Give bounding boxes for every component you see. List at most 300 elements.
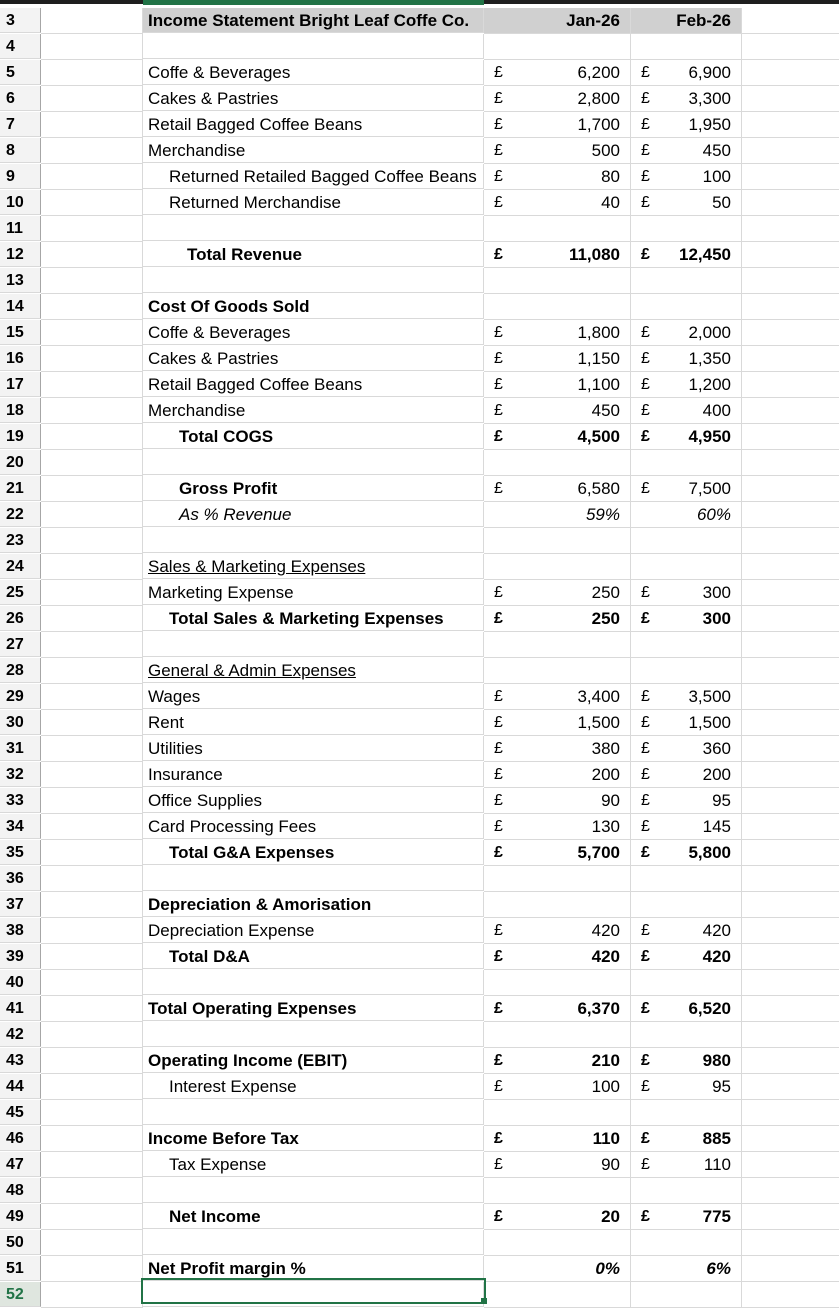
cell-feb-26[interactable] (631, 450, 742, 476)
cell-jan-26[interactable] (484, 1256, 631, 1282)
cell-e[interactable] (742, 1204, 839, 1230)
cell-label[interactable] (143, 944, 484, 969)
row-header[interactable]: 29 (0, 684, 41, 709)
cell-a[interactable] (41, 320, 143, 346)
cell-feb-26[interactable] (631, 60, 742, 86)
row-header[interactable]: 51 (0, 1256, 41, 1281)
cell-jan-26[interactable] (484, 1178, 631, 1204)
cell-jan-26[interactable] (484, 1230, 631, 1256)
cell-a[interactable] (41, 1256, 143, 1282)
row-header[interactable]: 17 (0, 372, 41, 397)
cell-a[interactable] (41, 684, 143, 710)
cell-e[interactable] (742, 320, 839, 346)
cell-e[interactable] (742, 502, 839, 528)
cell-e[interactable] (742, 398, 839, 424)
cell-label[interactable] (143, 580, 484, 605)
cell-feb-26[interactable] (631, 268, 742, 294)
cell-feb-26[interactable] (631, 1256, 742, 1282)
cell-e[interactable] (742, 1022, 839, 1048)
cell-feb-26[interactable] (631, 580, 742, 606)
row-header[interactable]: 28 (0, 658, 41, 683)
cell-jan-26[interactable] (484, 60, 631, 86)
cell-a[interactable] (41, 1074, 143, 1100)
cell-jan-26[interactable] (484, 1204, 631, 1230)
cell-feb-26[interactable] (631, 606, 742, 632)
row-header[interactable]: 52 (0, 1282, 41, 1307)
cell-feb-26[interactable] (631, 710, 742, 736)
cell-e[interactable] (742, 528, 839, 554)
cell-feb-26[interactable] (631, 554, 742, 580)
cell-label[interactable] (143, 658, 484, 683)
cell-jan-26[interactable] (484, 944, 631, 970)
cell-label[interactable] (143, 918, 484, 943)
cell-a[interactable] (41, 970, 143, 996)
cell-feb-26[interactable] (631, 86, 742, 112)
cell-e[interactable] (742, 1282, 839, 1308)
cell-feb-26[interactable] (631, 112, 742, 138)
cell-feb-26[interactable] (631, 1282, 742, 1308)
cell-jan-26[interactable] (484, 580, 631, 606)
cell-e[interactable] (742, 190, 839, 216)
cell-a[interactable] (41, 190, 143, 216)
cell-jan-26[interactable] (484, 424, 631, 450)
cell-a[interactable] (41, 216, 143, 242)
cell-jan-26[interactable] (484, 34, 631, 60)
cell-e[interactable] (742, 424, 839, 450)
cell-feb-26[interactable] (631, 944, 742, 970)
cell-a[interactable] (41, 1282, 143, 1308)
cell-jan-26[interactable] (484, 1282, 631, 1308)
row-header[interactable]: 27 (0, 632, 41, 657)
cell-a[interactable] (41, 1100, 143, 1126)
cell-jan-26[interactable] (484, 138, 631, 164)
cell-jan-26[interactable] (484, 164, 631, 190)
row-header[interactable]: 50 (0, 1230, 41, 1255)
row-header[interactable]: 18 (0, 398, 41, 423)
row-header[interactable]: 36 (0, 866, 41, 891)
cell-a[interactable] (41, 918, 143, 944)
cell-feb-26[interactable] (631, 1022, 742, 1048)
cell-e[interactable] (742, 164, 839, 190)
cell-feb-26[interactable] (631, 216, 742, 242)
cell-label[interactable] (143, 684, 484, 709)
cell-feb-26[interactable] (631, 762, 742, 788)
cell-jan-26[interactable] (484, 1126, 631, 1152)
cell-jan-26[interactable] (484, 710, 631, 736)
cell-e[interactable] (742, 788, 839, 814)
row-header[interactable]: 3 (0, 8, 41, 33)
cell-label[interactable] (143, 60, 484, 85)
cell-jan-26[interactable] (484, 242, 631, 268)
row-header[interactable]: 38 (0, 918, 41, 943)
cell-feb-26[interactable] (631, 138, 742, 164)
cell-label[interactable] (143, 216, 484, 241)
cell-e[interactable] (742, 1126, 839, 1152)
cell-a[interactable] (41, 372, 143, 398)
cell-jan-26[interactable] (484, 840, 631, 866)
cell-jan-26[interactable] (484, 216, 631, 242)
cell-e[interactable] (742, 372, 839, 398)
fill-handle[interactable] (481, 1298, 487, 1304)
cell-a[interactable] (41, 606, 143, 632)
row-header[interactable]: 10 (0, 190, 41, 215)
cell-e[interactable] (742, 710, 839, 736)
cell-feb-26[interactable] (631, 242, 742, 268)
cell-label[interactable] (143, 164, 484, 189)
cell-jan-26[interactable] (484, 1152, 631, 1178)
row-header[interactable]: 26 (0, 606, 41, 631)
cell-label[interactable] (143, 450, 484, 475)
cell-label[interactable] (143, 762, 484, 787)
row-header[interactable]: 11 (0, 216, 41, 241)
row-header[interactable]: 19 (0, 424, 41, 449)
cell-a[interactable] (41, 1230, 143, 1256)
cell-label[interactable] (143, 1178, 484, 1203)
cell-label[interactable] (143, 1204, 484, 1229)
row-header[interactable]: 47 (0, 1152, 41, 1177)
row-header[interactable]: 31 (0, 736, 41, 761)
cell-e[interactable] (742, 892, 839, 918)
cell-feb-26[interactable] (631, 164, 742, 190)
cell-label[interactable] (143, 554, 484, 579)
cell-feb-26[interactable] (631, 788, 742, 814)
cell-a[interactable] (41, 398, 143, 424)
cell-a[interactable] (41, 788, 143, 814)
cell-a[interactable] (41, 1048, 143, 1074)
cell-a[interactable] (41, 658, 143, 684)
active-cell-selection[interactable] (141, 1278, 486, 1304)
cell-feb-26[interactable] (631, 684, 742, 710)
cell-jan-26[interactable] (484, 346, 631, 372)
cell-feb-26[interactable] (631, 970, 742, 996)
cell-e[interactable] (742, 1074, 839, 1100)
cell-jan-26[interactable] (484, 632, 631, 658)
row-header[interactable]: 30 (0, 710, 41, 735)
cell-label[interactable] (143, 606, 484, 631)
cell-jan-26[interactable] (484, 398, 631, 424)
cell-label[interactable] (143, 346, 484, 371)
cell-label[interactable] (143, 736, 484, 761)
cell-feb-26[interactable] (631, 294, 742, 320)
cell-a[interactable] (41, 840, 143, 866)
cell-label[interactable] (143, 34, 484, 59)
cell-jan-26[interactable] (484, 294, 631, 320)
cell-a[interactable] (41, 996, 143, 1022)
cell-label[interactable] (143, 1152, 484, 1177)
row-header[interactable]: 24 (0, 554, 41, 579)
cell-label[interactable] (143, 528, 484, 553)
cell-e[interactable] (742, 86, 839, 112)
row-header[interactable]: 32 (0, 762, 41, 787)
row-header[interactable]: 20 (0, 450, 41, 475)
cell-a[interactable] (41, 632, 143, 658)
cell-label[interactable] (143, 268, 484, 293)
row-header[interactable]: 49 (0, 1204, 41, 1229)
cell-e[interactable] (742, 840, 839, 866)
row-header[interactable]: 21 (0, 476, 41, 501)
cell-label[interactable] (143, 1230, 484, 1255)
cell-e[interactable] (742, 216, 839, 242)
row-header[interactable]: 16 (0, 346, 41, 371)
cell-jan-26[interactable] (484, 528, 631, 554)
cell-jan-26[interactable] (484, 1074, 631, 1100)
cell-jan-26[interactable] (484, 372, 631, 398)
cell-a[interactable] (41, 346, 143, 372)
cell-feb-26[interactable] (631, 814, 742, 840)
row-header[interactable]: 14 (0, 294, 41, 319)
cell-e[interactable] (742, 814, 839, 840)
cell-feb-26[interactable] (631, 658, 742, 684)
cell-e[interactable] (742, 1256, 839, 1282)
row-header[interactable]: 5 (0, 60, 41, 85)
cell-feb-26[interactable] (631, 528, 742, 554)
row-header[interactable]: 42 (0, 1022, 41, 1047)
cell-jan-26[interactable] (484, 502, 631, 528)
cell-e[interactable] (742, 450, 839, 476)
row-header[interactable]: 43 (0, 1048, 41, 1073)
cell-e[interactable] (742, 34, 839, 60)
cell-jan-26[interactable] (484, 1100, 631, 1126)
cell-jan-26[interactable] (484, 8, 631, 34)
cell-a[interactable] (41, 1022, 143, 1048)
row-header[interactable]: 15 (0, 320, 41, 345)
cell-label[interactable] (143, 632, 484, 657)
row-header[interactable]: 37 (0, 892, 41, 917)
row-header[interactable]: 44 (0, 1074, 41, 1099)
row-header[interactable]: 12 (0, 242, 41, 267)
cell-a[interactable] (41, 736, 143, 762)
cell-feb-26[interactable] (631, 1126, 742, 1152)
cell-e[interactable] (742, 112, 839, 138)
cell-jan-26[interactable] (484, 1048, 631, 1074)
cell-label[interactable] (143, 892, 484, 917)
cell-feb-26[interactable] (631, 736, 742, 762)
cell-label[interactable] (143, 1100, 484, 1125)
cell-e[interactable] (742, 970, 839, 996)
cell-e[interactable] (742, 996, 839, 1022)
cell-a[interactable] (41, 814, 143, 840)
cell-a[interactable] (41, 112, 143, 138)
cell-feb-26[interactable] (631, 1178, 742, 1204)
cell-feb-26[interactable] (631, 918, 742, 944)
cell-feb-26[interactable] (631, 398, 742, 424)
cell-label[interactable] (143, 476, 484, 501)
cell-a[interactable] (41, 424, 143, 450)
cell-e[interactable] (742, 476, 839, 502)
cell-feb-26[interactable] (631, 996, 742, 1022)
cell-a[interactable] (41, 944, 143, 970)
cell-jan-26[interactable] (484, 606, 631, 632)
cell-jan-26[interactable] (484, 1022, 631, 1048)
cell-a[interactable] (41, 1204, 143, 1230)
cell-a[interactable] (41, 60, 143, 86)
cell-a[interactable] (41, 1178, 143, 1204)
cell-jan-26[interactable] (484, 658, 631, 684)
cell-feb-26[interactable] (631, 892, 742, 918)
cell-e[interactable] (742, 1048, 839, 1074)
cell-a[interactable] (41, 1126, 143, 1152)
cell-e[interactable] (742, 632, 839, 658)
cell-feb-26[interactable] (631, 1230, 742, 1256)
cell-label[interactable] (143, 8, 484, 33)
cell-feb-26[interactable] (631, 34, 742, 60)
cell-jan-26[interactable] (484, 86, 631, 112)
cell-jan-26[interactable] (484, 684, 631, 710)
cell-jan-26[interactable] (484, 918, 631, 944)
row-header[interactable]: 33 (0, 788, 41, 813)
cell-feb-26[interactable] (631, 8, 742, 34)
cell-a[interactable] (41, 710, 143, 736)
cell-a[interactable] (41, 476, 143, 502)
cell-e[interactable] (742, 1100, 839, 1126)
cell-jan-26[interactable] (484, 554, 631, 580)
cell-label[interactable] (143, 996, 484, 1021)
cell-jan-26[interactable] (484, 892, 631, 918)
cell-feb-26[interactable] (631, 1100, 742, 1126)
row-header[interactable]: 4 (0, 34, 41, 59)
cell-a[interactable] (41, 1152, 143, 1178)
cell-e[interactable] (742, 1152, 839, 1178)
cell-e[interactable] (742, 8, 839, 34)
cell-jan-26[interactable] (484, 190, 631, 216)
cell-label[interactable] (143, 112, 484, 137)
cell-label[interactable] (143, 398, 484, 423)
cell-e[interactable] (742, 60, 839, 86)
cell-e[interactable] (742, 866, 839, 892)
cell-a[interactable] (41, 294, 143, 320)
cell-e[interactable] (742, 554, 839, 580)
cell-a[interactable] (41, 502, 143, 528)
cell-e[interactable] (742, 658, 839, 684)
cell-feb-26[interactable] (631, 1074, 742, 1100)
row-header[interactable]: 48 (0, 1178, 41, 1203)
cell-a[interactable] (41, 34, 143, 60)
cell-e[interactable] (742, 346, 839, 372)
cell-a[interactable] (41, 86, 143, 112)
cell-label[interactable] (143, 86, 484, 111)
cell-e[interactable] (742, 580, 839, 606)
cell-label[interactable] (143, 1074, 484, 1099)
cell-e[interactable] (742, 1230, 839, 1256)
cell-jan-26[interactable] (484, 112, 631, 138)
cell-label[interactable] (143, 138, 484, 163)
cell-label[interactable] (143, 1126, 484, 1151)
cell-feb-26[interactable] (631, 502, 742, 528)
row-header[interactable]: 40 (0, 970, 41, 995)
cell-feb-26[interactable] (631, 190, 742, 216)
cell-feb-26[interactable] (631, 476, 742, 502)
cell-jan-26[interactable] (484, 736, 631, 762)
cell-feb-26[interactable] (631, 424, 742, 450)
cell-label[interactable] (143, 788, 484, 813)
cell-e[interactable] (742, 242, 839, 268)
row-header[interactable]: 13 (0, 268, 41, 293)
cell-label[interactable] (143, 190, 484, 215)
cell-feb-26[interactable] (631, 840, 742, 866)
cell-a[interactable] (41, 580, 143, 606)
cell-jan-26[interactable] (484, 450, 631, 476)
row-header[interactable]: 25 (0, 580, 41, 605)
cell-jan-26[interactable] (484, 814, 631, 840)
cell-a[interactable] (41, 866, 143, 892)
cell-label[interactable] (143, 710, 484, 735)
cell-a[interactable] (41, 242, 143, 268)
cell-label[interactable] (143, 814, 484, 839)
cell-a[interactable] (41, 554, 143, 580)
cell-feb-26[interactable] (631, 1152, 742, 1178)
row-header[interactable]: 45 (0, 1100, 41, 1125)
row-header[interactable]: 23 (0, 528, 41, 553)
cell-feb-26[interactable] (631, 372, 742, 398)
cell-e[interactable] (742, 138, 839, 164)
cell-jan-26[interactable] (484, 970, 631, 996)
cell-label[interactable] (143, 840, 484, 865)
cell-a[interactable] (41, 8, 143, 34)
cell-feb-26[interactable] (631, 1204, 742, 1230)
cell-a[interactable] (41, 762, 143, 788)
row-header[interactable]: 34 (0, 814, 41, 839)
cell-e[interactable] (742, 606, 839, 632)
cell-label[interactable] (143, 320, 484, 345)
row-header[interactable]: 6 (0, 86, 41, 111)
cell-feb-26[interactable] (631, 320, 742, 346)
row-header[interactable]: 41 (0, 996, 41, 1021)
row-header[interactable]: 22 (0, 502, 41, 527)
cell-label[interactable] (143, 866, 484, 891)
cell-feb-26[interactable] (631, 346, 742, 372)
cell-a[interactable] (41, 892, 143, 918)
cell-label[interactable] (143, 294, 484, 319)
cell-a[interactable] (41, 138, 143, 164)
cell-a[interactable] (41, 450, 143, 476)
cell-label[interactable] (143, 424, 484, 449)
cell-jan-26[interactable] (484, 788, 631, 814)
cell-feb-26[interactable] (631, 632, 742, 658)
cell-a[interactable] (41, 164, 143, 190)
cell-e[interactable] (742, 918, 839, 944)
cell-jan-26[interactable] (484, 996, 631, 1022)
cell-jan-26[interactable] (484, 866, 631, 892)
row-header[interactable]: 46 (0, 1126, 41, 1151)
cell-label[interactable] (143, 242, 484, 267)
cell-label[interactable] (143, 1048, 484, 1073)
cell-label[interactable] (143, 372, 484, 397)
cell-feb-26[interactable] (631, 1048, 742, 1074)
cell-e[interactable] (742, 762, 839, 788)
cell-jan-26[interactable] (484, 268, 631, 294)
cell-e[interactable] (742, 1178, 839, 1204)
cell-a[interactable] (41, 528, 143, 554)
cell-jan-26[interactable] (484, 476, 631, 502)
cell-label[interactable] (143, 1022, 484, 1047)
cell-jan-26[interactable] (484, 762, 631, 788)
row-header[interactable]: 39 (0, 944, 41, 969)
cell-label[interactable] (143, 970, 484, 995)
row-header[interactable]: 7 (0, 112, 41, 137)
row-header[interactable]: 35 (0, 840, 41, 865)
cell-label[interactable] (143, 502, 484, 527)
cell-e[interactable] (742, 736, 839, 762)
cell-e[interactable] (742, 684, 839, 710)
cell-e[interactable] (742, 268, 839, 294)
cell-feb-26[interactable] (631, 866, 742, 892)
row-header[interactable]: 8 (0, 138, 41, 163)
cell-jan-26[interactable] (484, 320, 631, 346)
cell-e[interactable] (742, 944, 839, 970)
cell-a[interactable] (41, 268, 143, 294)
row-header[interactable]: 9 (0, 164, 41, 189)
cell-e[interactable] (742, 294, 839, 320)
